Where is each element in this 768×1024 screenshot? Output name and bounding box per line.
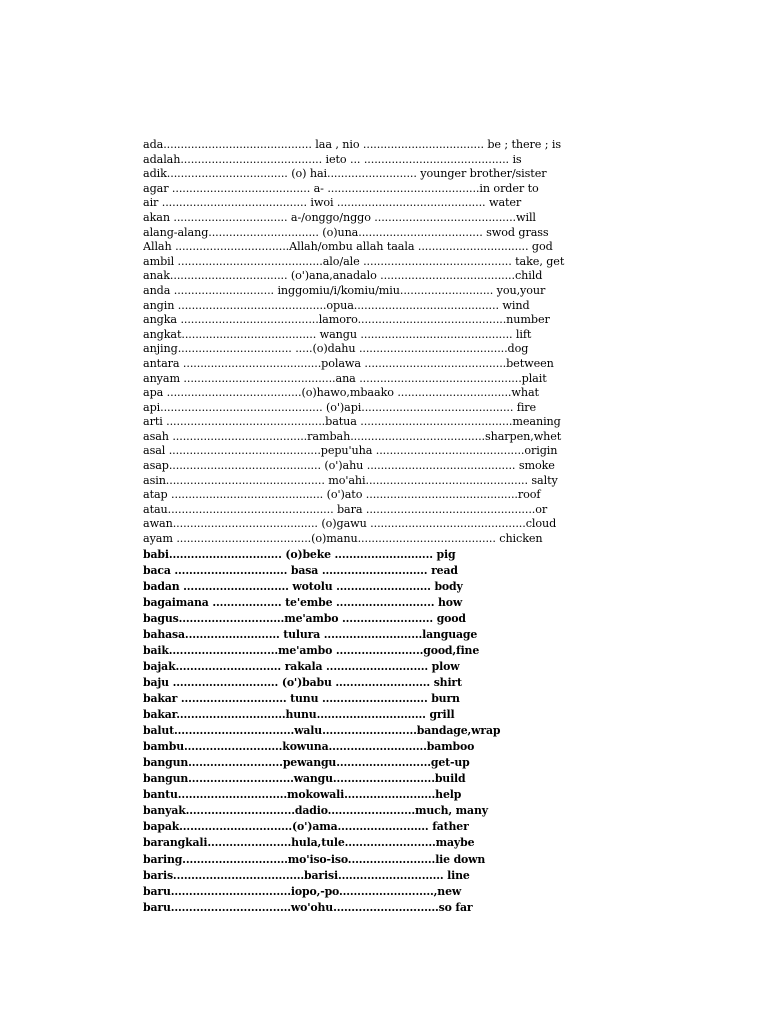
dictionary-entry: baik..............................me'ambo ........................good,fine xyxy=(143,643,480,657)
dictionary-entry: api............................................... (o')api............................................ fire xyxy=(143,400,537,414)
dictionary-entry: baca ............................... basa ............................. read xyxy=(143,563,458,577)
dictionary-entry: anjing................................. .....(o)dahu ...........................................dog xyxy=(143,342,529,356)
dictionary-entry: bangun.............................wangu............................build xyxy=(143,772,466,786)
dictionary-entry: anak.................................. (o')ana,anadalo .......................................child xyxy=(143,269,543,283)
dictionary-entry: apa .......................................(o)hawo,mbaako .................................what xyxy=(143,386,539,400)
dictionary-entry: bantu..............................mokowali.........................help xyxy=(143,788,462,802)
dictionary-entry: angka ........................................lamoro...........................................number xyxy=(143,313,550,327)
dictionary-entry: bapak...............................(o')ama......................... father xyxy=(143,820,469,834)
dictionary-entry: arti ..............................................batua ............................................meaning xyxy=(143,415,561,429)
dictionary-entry: baju ............................. (o')babu .......................... shirt xyxy=(143,676,462,689)
dictionary-entry: atau................................................ bara .................................................or xyxy=(143,502,548,516)
dictionary-entry: atap ............................................ (o')ato ............................................roof xyxy=(143,488,541,502)
dictionary-entry: adalah......................................... ieto ... .......................................... is xyxy=(143,152,522,166)
dictionary-entry: ada........................................... laa , nio ................................... be ; there ; is xyxy=(143,138,562,151)
dictionary-entry: angin ...........................................opua.......................................... wind xyxy=(143,298,530,312)
dictionary-entry: bakar ............................. tunu ............................. burn xyxy=(143,692,460,706)
dictionary-entry: asin.............................................. mo'ahi............................................... salty xyxy=(143,473,558,487)
dictionary-entry: baring.............................mo'iso-iso........................lie down xyxy=(143,852,486,866)
dictionary-entry: balut.................................walu..........................bandage,wrap xyxy=(143,724,501,738)
dictionary-entry: bajak............................. rakala ............................ plow xyxy=(143,659,460,673)
dictionary-entry: adik................................... (o) hai.......................... younger brother/sister xyxy=(143,167,547,181)
dictionary-entry: ayam .......................................(o)manu........................................ chicken xyxy=(143,532,543,546)
dictionary-entry: baru.................................wo'ohu.............................so far xyxy=(143,900,473,914)
dictionary-entry: asal ............................................pepu'uha ...........................................origin xyxy=(143,444,558,458)
dictionary-entry: barangkali.......................hula,tule.........................maybe xyxy=(143,836,475,850)
dictionary-entry: bahasa.......................... tulura ...........................language xyxy=(143,627,478,641)
dictionary-entry: asap............................................ (o')ahu ........................................... smoke xyxy=(143,459,555,473)
dictionary-entry: bangun..........................pewangu..........................get-up xyxy=(143,756,470,770)
dictionary-entry: akan ................................. a-/onggo/nggo .........................................will xyxy=(143,210,536,224)
dictionary-entry: air .......................................... iwoi ........................................... water xyxy=(143,196,522,210)
dictionary-entry: babi............................... (o)beke ........................... pig xyxy=(143,547,456,561)
dictionary-entry: bakar..............................hunu.............................. grill xyxy=(143,708,455,722)
dictionary-entry: agar ........................................ a- ............................................in order to xyxy=(143,181,539,195)
dictionary-entry: alang-alang................................ (o)una.................................... swod grass xyxy=(143,225,549,239)
dictionary-entry: antara ........................................polawa .........................................between xyxy=(143,356,554,370)
dictionary-entry: baris....................................barisi............................. line xyxy=(143,868,470,882)
dictionary-list xyxy=(143,138,613,916)
dictionary-entry: Allah .................................Allah/ombu allah taala ................................ god xyxy=(143,240,553,254)
dictionary-entry: anda ............................. inggomiu/i/komiu/miu........................... you,your xyxy=(143,283,546,297)
dictionary-entry: anyam ............................................ana ...............................................plait xyxy=(143,371,547,385)
dictionary-entry: badan ............................. wotolu .......................... body xyxy=(143,579,463,593)
dictionary-entry: asah .......................................rambah.......................................sharpen,whet xyxy=(143,429,562,443)
dictionary-entry: ambil ..........................................alo/ale ........................................... take, get xyxy=(143,254,565,268)
dictionary-entry: baru.................................iopo,-po..........................,new xyxy=(143,884,462,898)
dictionary-entry: bambu...........................kowuna...........................bamboo xyxy=(143,740,475,754)
dictionary-entry: awan.......................................... (o)gawu .............................................cloud xyxy=(143,517,557,531)
dictionary-entry: bagaimana ................... te'embe ........................... how xyxy=(143,595,463,609)
dictionary-entry: banyak..............................dadio........................much, many xyxy=(143,804,488,818)
dictionary-entry: angkat....................................... wangu ............................................ lift xyxy=(143,327,532,341)
dictionary-entry: bagus.............................me'ambo ......................... good xyxy=(143,611,466,625)
